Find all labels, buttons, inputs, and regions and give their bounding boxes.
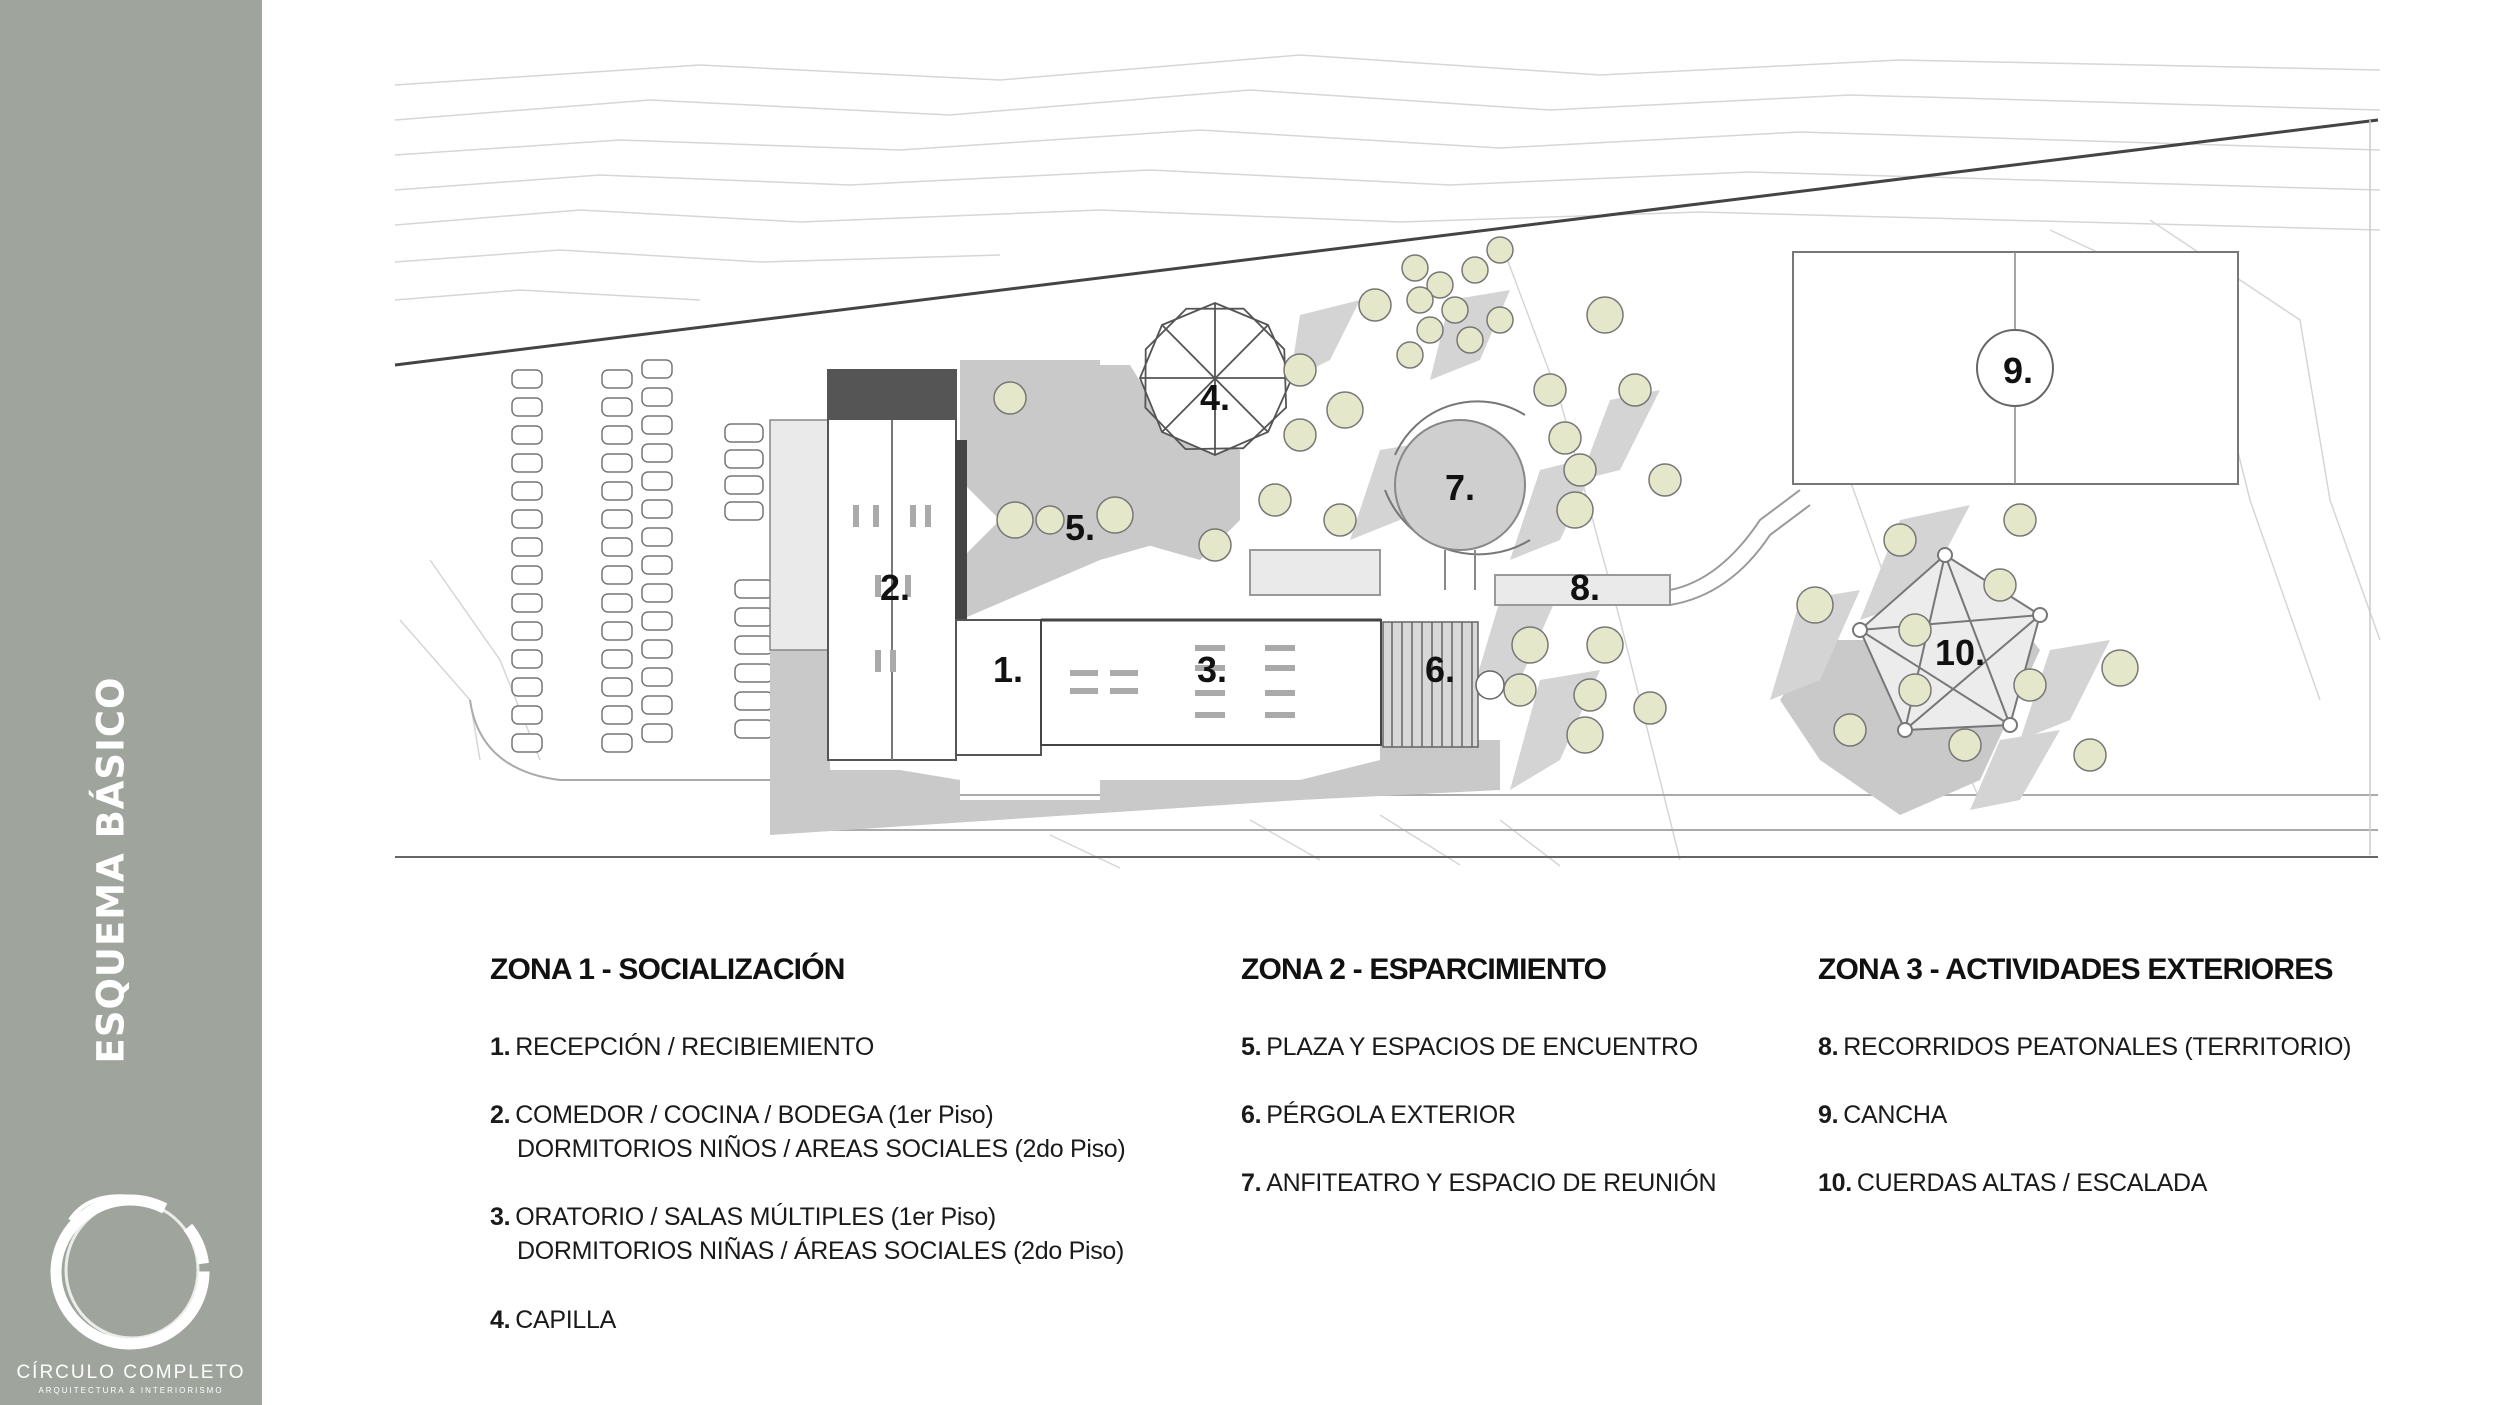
plan-label-10: 10. <box>1934 632 1986 673</box>
logo-ring-icon <box>30 1180 230 1360</box>
legend-item-7: 7. ANFITEATRO Y ESPACIO DE REUNIÓN <box>1241 1169 1717 1197</box>
plan-label-1: 1. <box>992 649 1024 690</box>
legend-item-8: 8. RECORRIDOS PEATONALES (TERRITORIO) <box>1818 1033 2352 1061</box>
legend-item-3: 3. ORATORIO / SALAS MÚLTIPLES (1er Piso) DORMITORIOS NIÑAS / ÁREAS SOCIALES (2do Piso) <box>490 1203 1125 1265</box>
plan-label-8: 8. <box>1569 567 1601 608</box>
legend-item-9: 9. CANCHA <box>1818 1101 1948 1129</box>
legend-item-2: 2. COMEDOR / COCINA / BODEGA (1er Piso) DORMITORIOS NIÑOS / AREAS SOCIALES (2do Piso) <box>490 1101 1126 1163</box>
legend-item-4: 4. CAPILLA <box>490 1306 616 1334</box>
plan-label-2: 2. <box>879 567 911 608</box>
sidebar-title: ESQUEMA BÁSICO <box>89 676 133 1064</box>
plan-label-5: 5. <box>1064 507 1096 548</box>
legend-item-10: 10. CUERDAS ALTAS / ESCALADA <box>1818 1169 2208 1197</box>
plan-label-3: 3. <box>1196 649 1228 690</box>
plan-label-6: 6. <box>1424 649 1456 690</box>
parking-lot <box>512 360 773 752</box>
zone-2-title: ZONA 2 - ESPARCIMIENTO <box>1241 953 1607 986</box>
sidebar <box>0 0 262 1405</box>
site-plan <box>390 40 2390 870</box>
plan-label-7: 7. <box>1444 467 1476 508</box>
legend-item-6: 6. PÉRGOLA EXTERIOR <box>1241 1101 1516 1129</box>
zone-3-title: ZONA 3 - ACTIVIDADES EXTERIORES <box>1818 953 2333 986</box>
logo-tagline: ARQUITECTURA & INTERIORISMO <box>38 1386 224 1395</box>
plan-label-4: 4. <box>1199 377 1231 418</box>
zone-1-title: ZONA 1 - SOCIALIZACIÓN <box>490 953 845 986</box>
legend-item-1: 1. RECEPCIÓN / RECIBIEMIENTO <box>490 1033 875 1061</box>
plan-label-9: 9. <box>2002 350 2034 391</box>
logo-name: CÍRCULO COMPLETO <box>16 1362 246 1383</box>
legend-item-5: 5. PLAZA Y ESPACIOS DE ENCUENTRO <box>1241 1033 1698 1061</box>
